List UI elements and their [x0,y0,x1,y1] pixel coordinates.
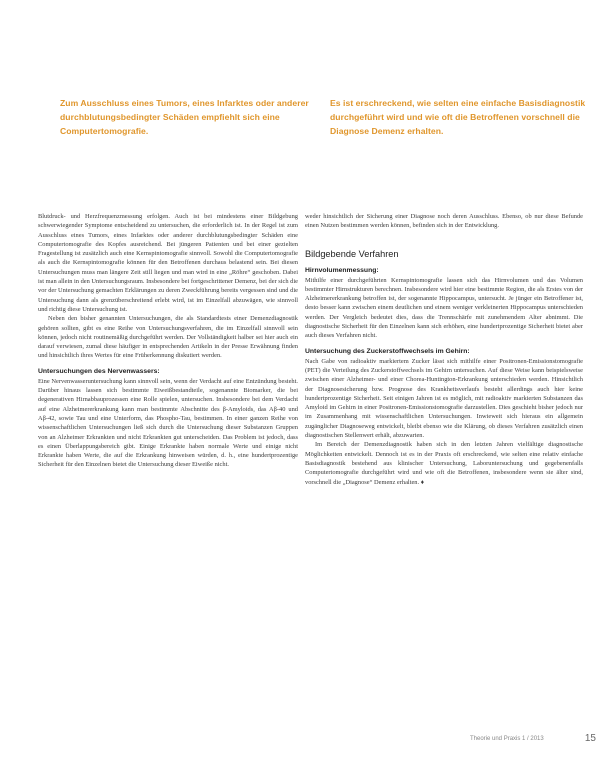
section-heading-bildgebende-verfahren: Bildgebende Verfahren [305,248,399,259]
subheading-hirnvolumen: Hirnvolumenmessung: [305,266,379,274]
pullquote-left: Zum Ausschluss eines Tumors, eines Infarktes oder anderer durchblutungsbedingter Schäden empfiehlt sich eine Computertomografie. [60,98,309,136]
paragraph: weder hinsichtlich der Sicherung einer Diagnose noch deren Ausschluss. Ebenso, ob nur diese Befunde einen Nutzen bestimmen werden können, befinden sich in der Entwicklung. [305,213,583,230]
paragraph: Mithilfe einer durchgeführten Kernspintomografie lassen sich das Hirnvolumen und das Volumen bestimmter Hirnstrukturen berechnen. Insbesondere wird hier eine bestimmte Region, die als Erstes von der Alzheimererkrankung betroffen ist, der sogenannte Hippocampus, untersucht. Je jünger ein Betroffener ist, desto besser kann zwischen einem deutlichen und einem weniger verkleinerten Hippocampus unterschieden werden. Der Vergleich bedeutet dies, dass die Trennschärfe mit zunehmendem Alter abnimmt. Die diagnostische Sicherheit für den Einzelnen kann sich erhöhen, eine hundertprozentige Sicherheit bietet aber auch dieses Verfahren nicht. [305,276,583,340]
page-number: 15 [584,733,596,744]
pullquote-right: Es ist erschreckend, wie selten eine einfache Basisdiagnostik durchgeführt wird und wie oft die Betroffenen vorschnell die Diagnose Demenz erhalten. [330,98,586,136]
subheading-zuckerstoffwechsel: Untersuchung des Zuckerstoffwechsels im Gehirn: [305,347,470,355]
article-column-right [305,212,583,487]
subheading-nervenwasser: Untersuchungen des Nervenwassers: [38,367,160,375]
magazine-issue: Theorie und Praxis 1 / 2013 [470,736,544,742]
paragraph: Neben den bisher genannten Untersuchungen, die als Standardtests einer Demenzdiagnostik gehören sollten, gibt es eine Reihe von Untersuchungsverfahren, die im Einzelfall sinnvoll sein können, jedoch nicht routinemäßig durchgeführt werden. Der Vollständigkeit halber sei hier auch ein darauf verwiesen, zumal diese häufiger in entsprechenden Artikeln in der Presse Erwähnung finden und hinsichtlich ihres Wertes für eine Früherkennung diskutiert werden. [38,315,298,360]
paragraph: Nach Gabe von radioaktiv markiertem Zucker lässt sich mithilfe einer Positronen-Emissionstomografie (PET) die Verteilung des Zuckerstoffwechsels im Gehirn untersuchen. Auf diese Weise kann beispielsweise zwischen einer Alzheimer- und einer Chorea-Huntington-Erkrankung unterschieden werden. Hinsichtlich der Diagnosesicherung bzw. Prognose des Krankheitsverlaufs besteht allerdings auch hier keine hundertprozentige Sicherheit. Seit einigen Jahren ist es möglich, mit radioaktiv markierten Substanzen das Amyloid im Gehirn in einer Positronen-Emissionstomografie darzustellen. Dies geschieht bisher jedoch nur im Zusammenhang mit wissenschaftlichen Untersuchungen. Inwieweit sich hieraus ein allgemein zugänglicher Diagnoseweg entwickelt, bleibt ebenso wie die Klärung, ob dieses Verfahren zusätzlich einen diagnostischen Stellenwert erhält, abzuwarten. [305,357,583,440]
page-footer [470,733,600,747]
paragraph: Blutdruck- und Herzfrequenzmessung erfolgen. Auch ist bei mindestens einer Bildgebung schwerwiegender Symptome entscheidend zu untersuchen, die erforderlich ist. In der Regel ist zum Ausschluss eines Tumors, eines Infarktes oder anderer durchblutungsbedingter Schäden eine Computertomografie des Kopfes ausreichend. Bei jüngeren Patienten und bei einer gezielten Fragestellung ist zusätzlich auch eine Kernspintomografie sinnvoll. Sowohl die Computertomografie als auch die Kernspintomografie können für den Betroffenen durchaus belastend sein. Bei diesen Untersuchungen muss man längere Zeit still liegen und man wird in eine „Röhre“ geschoben. Dabei ist man allein in den Untersuchungsraum. Insbesondere bei fortgeschrittener Demenz, bei der sich die vor der Untersuchung gemachten Erklärungen zu deren Zweckführung bereits vergessen sind und die Untersuchung dann als grenzüberschreitend erlebt wird, ist im Einzelfall abzuwägen, wie sinnvoll und richtig diese Untersuchung ist. [38,213,298,313]
paragraph: Im Bereich der Demenzdiagnostik haben sich in den letzten Jahren vielfältige diagnostische Möglichkeiten entwickelt. Dennoch ist es in der Praxis oft erschreckend, wie selten eine relativ einfache Basisdiagnostik bestehend aus klinischer Untersuchung, Laboruntersuchung und gegebenenfalls Computertomografie durchgeführt wird und wie oft die Betroffenen, insbesondere wenn sie älter sind, vorschnell die „Diagnose“ Demenz erhalten. ♦ [305,441,583,486]
article-column-left [38,212,298,470]
paragraph: Eine Nervenwasseruntersuchung kann sinnvoll sein, wenn der Verdacht auf eine Entzündung besteht. Darüber hinaus lassen sich bestimmte Eiweißbestandteile, sogenannte Biomarker, die bei degenerativen Hirnabbauprozessen eine Rolle spielen, untersuchen. Insbesondere bei dem Verdacht auf eine Alzheimererkrankung kann man bestimmte Abschnitte des β-Amyloids, das Aβ-40 und Aβ-42, sowie Tau und eine Unterform, das Phospho-Tau, bestimmen. In einer ganzen Reihe von wissenschaftlichen Untersuchungen ließ sich durch die Untersuchung dieser Substanzen Gruppen von an Alzheimer Erkrankten und nicht Erkrankten gut unterscheiden. Das Problem ist jedoch, dass es einen Überlappungsbereich gibt. Einige Erkrankte haben normale Werte und einige nicht Erkrankte haben Werte, die auf die Erkrankung hinweisen würden, d. h., eine hundertprozentige Sicherheit für den Einzelnen bietet die Untersuchung dieser Eiweiße nicht. [38,377,298,469]
